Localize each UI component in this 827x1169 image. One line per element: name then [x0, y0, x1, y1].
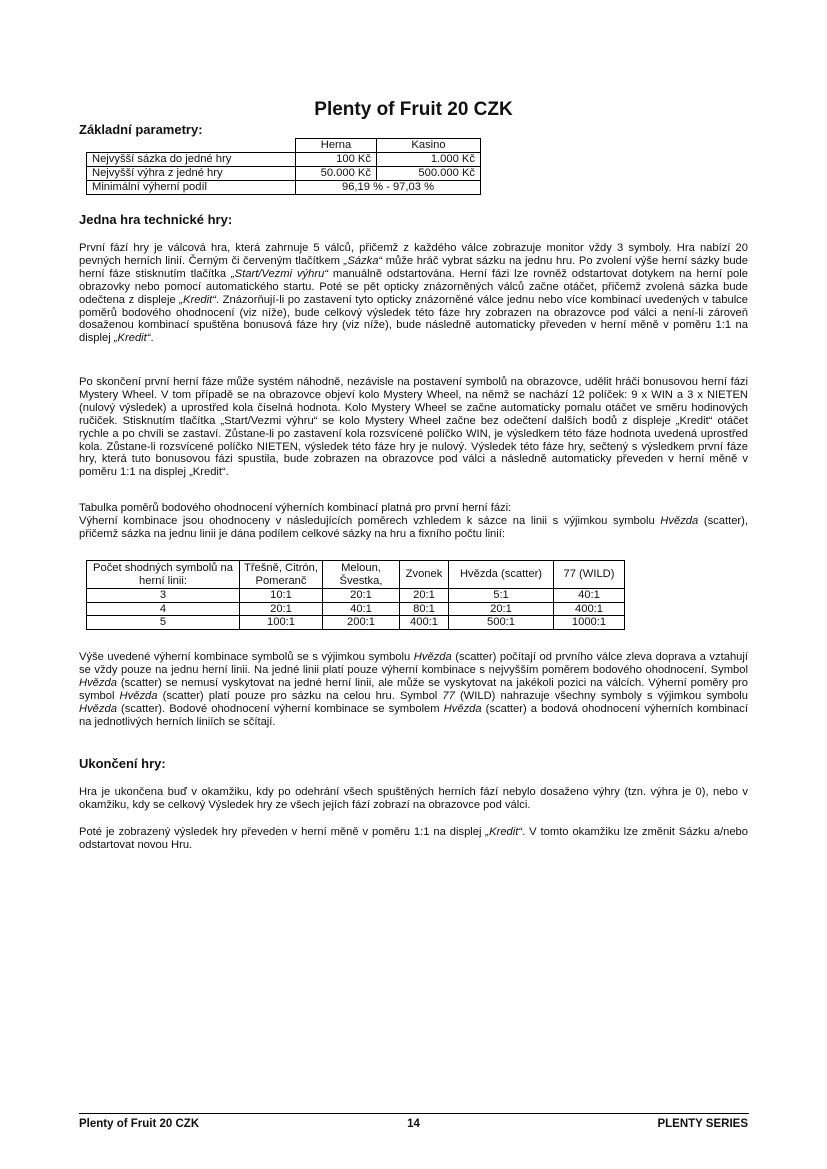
paytable-cell: 5:1 [449, 589, 554, 603]
paytable-row [87, 589, 625, 603]
params-row-rtp [87, 181, 481, 195]
paytable-header: Meloun, Švestka, [323, 561, 400, 589]
params-row [87, 167, 481, 181]
text-run-italic: Hvězda [443, 702, 482, 715]
params-heading: Základní parametry: [79, 122, 203, 137]
text-run: Výherní kombinace jsou ohodnoceny v následujících poměrech vzhledem k sázce na linii s výjimkou symbolu [79, 514, 661, 527]
paytable-header: Počet shodných symbolů na herní linii: [87, 561, 240, 589]
params-header-kasino: Kasino [377, 139, 481, 153]
paytable-cell: 3 [87, 589, 240, 603]
text-run-italic: Hvězda [119, 689, 158, 702]
text-run-italic: Hvězda [79, 676, 117, 689]
section1-paragraph-2: Po skončení první herní fáze může systém náhodně, nezávisle na postavení symbolů na obrazovce, udělit hráči bonusovou herní fázi Mystery Wheel. V tom případě se na obrazovce objeví kolo Mystery Wheel, na němž se nachází 12 políček: 9 x WIN a 3 x NIETEN (nulový výsledek) a uprostřed kola číselná hodnota. Kolo Mystery Wheel se začne automaticky pomalu otáčet ve směru hodinových ručiček. Stisknutím tlačítka „Start/Vezmi výhru“ se kolo Mystery Wheel začne bez odečtení dalších bodů z displeje „Kredit“ otáčet rychle a po chvíli se zastaví. Zůstane-li po zastavení kola rozsvícené políčko WIN, je výsledkem této fáze hodnota uvedená uprostřed kola. Zůstane-li rozsvícené políčko NIETEN, výsledek této fáze hry je nulový. Výsledek této fáze hry, sečtený s výsledkem první fáze hry, která tuto bonusovou fázi spustila, bude zobrazen na obrazovce pod válci a následně automaticky převeden v herní měně v poměru 1:1 na displej „Kredit“. [79, 376, 748, 479]
text-run-italic: 77 [442, 689, 455, 702]
params-rtp-value: 96,19 % - 97,03 % [296, 181, 481, 195]
paytable-cell: 400:1 [554, 602, 625, 616]
text-run: manuálně odstartována. Herní fázi lze rovněž odstartovat dotykem na herní pole obrazovky nebo pomocí automatického startu. Poté se pět opticky znázorněných válců začne otáčet, přičemž zvolená sázka bude odečtena z displeje [79, 267, 748, 306]
params-label: Nejvyšší sázka do jedné hry [87, 153, 296, 167]
text-run: Poté je zobrazený výsledek hry převeden v herní měně v poměru 1:1 na displej [79, 826, 486, 838]
paytable-row [87, 616, 625, 630]
section1-paragraph-1 [79, 242, 748, 345]
paytable-cell: 20:1 [323, 589, 400, 603]
paytable-cell: 4 [87, 602, 240, 616]
paytable-header: Třešně, Citrón, Pomeranč [240, 561, 323, 589]
params-label: Nejvyšší výhra z jedné hry [87, 167, 296, 181]
text-run-italic: „Start/Vezmi výhru“ [230, 267, 329, 280]
text-run: (WILD) nahrazuje všechny symboly s výjimkou symbolu [454, 689, 748, 702]
text-run: může hráč vybrat sázku na jednu hru. Po zvolení výše herní sázky bude herní fáze stisknutím tlačítka [79, 254, 748, 280]
text-run-italic: Hvězda [660, 514, 699, 527]
footer-divider [79, 1113, 749, 1114]
text-run: (scatter), přičemž sázka na jednu linii je dána podílem celkové sázky na hru a fixního počtu linií: [79, 514, 748, 540]
footer-title: Plenty of Fruit 20 CZK [79, 1118, 200, 1130]
section2-paragraph-2 [79, 826, 748, 852]
paytable-header: Zvonek [400, 561, 449, 589]
paytable-intro: Tabulka poměrů bodového ohodnocení výherních kombinací platná pro první herní fázi: [79, 502, 512, 514]
page-number-text: 14 [407, 1118, 420, 1130]
params-empty-cell [87, 139, 296, 153]
text-run: (scatter) platí pouze pro sázku na celou hru. Symbol [157, 689, 443, 702]
section1-paragraph-3 [79, 502, 748, 541]
paytable-cell: 5 [87, 616, 240, 630]
text-run: (scatter). Bodové ohodnocení výherní kombinace se symbolem [116, 702, 444, 715]
paytable-cell: 20:1 [400, 589, 449, 603]
text-run: První fází hry je válcová hra, která zahrnuje 5 válců, přičemž z každého válce zobrazuje monitor vždy 3 symboly. Hra nabízí 20 pevných herních linií. Černým či červeným tlačítkem [79, 242, 748, 267]
paytable-cell: 40:1 [323, 602, 400, 616]
text-run-italic: Hvězda [413, 651, 452, 663]
paytable-cell: 1000:1 [554, 616, 625, 630]
paytable-header: 77 (WILD) [554, 561, 625, 589]
params-row [87, 153, 481, 167]
paytable-header: Hvězda (scatter) [449, 561, 554, 589]
text-run-italic: „Sázka“ [343, 254, 383, 267]
paytable-cell: 40:1 [554, 589, 625, 603]
paytable-cell: 400:1 [400, 616, 449, 630]
text-run: Výše uvedené výherní kombinace symbolů se s výjimkou symbolu [79, 651, 414, 663]
params-rtp-label: Minimální výherní podíl [87, 181, 296, 195]
text-run: (scatter) se nemusí vyskytovat na jedné herní linii, ale může se vyskytovat na jakékoli pozici na válcích. Výherní poměry pro symbol [79, 676, 748, 702]
paytable-header-row [87, 561, 625, 589]
text-run-italic: Hvězda [79, 702, 117, 715]
params-header-herna: Herna [296, 139, 377, 153]
paytable-cell: 80:1 [400, 602, 449, 616]
text-run-italic: „Kredit“ [179, 293, 216, 306]
text-run-italic: „Kredit“ [485, 826, 523, 838]
document-title [0, 99, 827, 121]
paytable-notes-paragraph [79, 651, 748, 728]
section1-heading: Jedna hra technické hry: [79, 212, 233, 227]
text-run: . V tomto okamžiku lze změnit Sázku a/nebo odstartovat novou Hru. [79, 826, 748, 851]
footer-series: PLENTY SERIES [657, 1118, 748, 1130]
section2-paragraph-1: Hra je ukončena buď v okamžiku, kdy po odehrání všech spuštěných herních fází nebylo dosaženo výhry (tzn. výhra je 0), nebo v okamžiku, kdy se celkový Výsledek hry ze všech jejích fází zobrazí na obrazovce pod válci. [79, 786, 748, 811]
params-header-row [87, 139, 481, 153]
params-value-kasino: 1.000 Kč [377, 153, 481, 167]
params-value-kasino: 500.000 Kč [377, 167, 481, 181]
document-title-text: Plenty of Fruit 20 CZK [314, 99, 513, 120]
text-run: . Znázorňují-li po zastavení tyto opticky znázorněné válce jednu nebo více kombinací uvedených v tabulce poměrů bodového ohodnocení (viz níže), bude celkový výsledek této fáze hry zobrazen na obrazovce pod válci a není-li zároveň dosaženou kombinací spuštěna bonusová fáze hry (viz níže), bude následně automaticky převeden v herní měně v poměru 1:1 na displej [79, 293, 748, 345]
params-table [86, 138, 481, 195]
paytable-cell: 20:1 [449, 602, 554, 616]
paytable-cell: 10:1 [240, 589, 323, 603]
paytable-row [87, 602, 625, 616]
text-run: . [150, 332, 154, 345]
paytable-cell: 20:1 [240, 602, 323, 616]
paytable-cell: 200:1 [323, 616, 400, 630]
section2-heading: Ukončení hry: [79, 756, 166, 771]
params-value-herna: 50.000 Kč [296, 167, 377, 181]
text-run: (scatter) počítají od prvního válce zleva doprava a vztahují se vždy pouze na jednu herní linii. Na jedné linii platí pouze výherní kombinace s nejvyšším poměrem bodového ohodnocení. Symbol [79, 651, 748, 676]
params-value-herna: 100 Kč [296, 153, 377, 167]
text-run: (scatter) a bodová ohodnocení výherních kombinací na jednotlivých herních liniích se sčítají. [79, 702, 748, 728]
paytable-cell: 100:1 [240, 616, 323, 630]
paytable [86, 560, 625, 630]
paytable-cell: 500:1 [449, 616, 554, 630]
text-run-italic: „Kredit“ [113, 332, 151, 345]
